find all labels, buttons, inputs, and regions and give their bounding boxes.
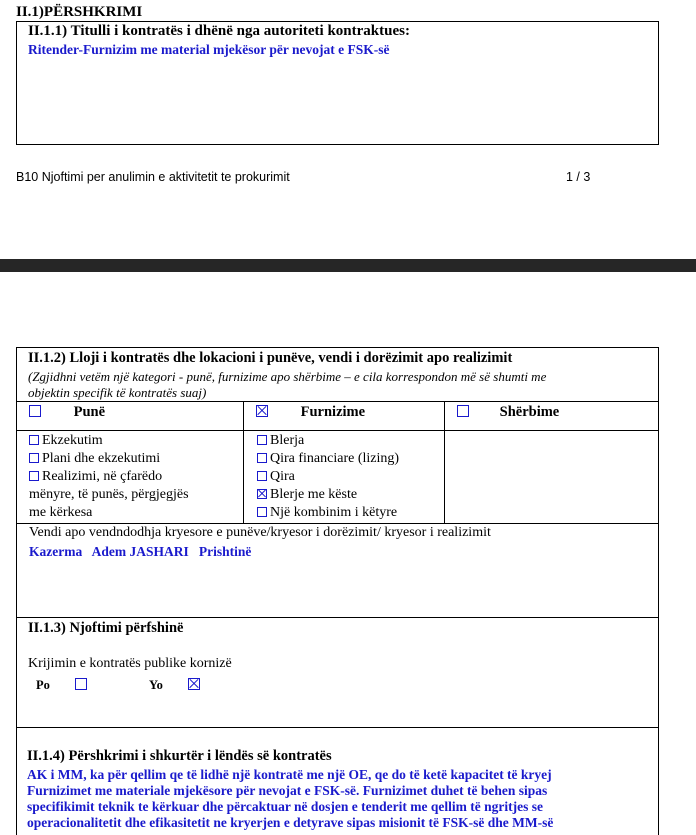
page-separator [0, 259, 696, 272]
category-services[interactable] [457, 404, 559, 421]
supplies-checkbox-icon[interactable] [256, 405, 268, 417]
location-label: Vendi apo vendndodhja kryesore e punëve/kryesor i dorëzimit/ kryesor i realizimit [29, 525, 491, 540]
option-label: Ekzekutim [42, 433, 103, 448]
option-label: Qira financiare (lizing) [270, 451, 400, 466]
contract-title-label: II.1.1) Titulli i kontratës i dhënë nga autoriteti kontraktues: [28, 23, 410, 39]
description-label: II.1.4) Përshkrimi i shkurtër i lëndës së kontratës [27, 748, 332, 764]
location-value: Kazerma Adem JASHARI Prishtinë [29, 544, 252, 559]
contract-type-note-2: objektin specifik të kontratës suaj) [28, 385, 207, 400]
checkbox-icon[interactable] [257, 507, 267, 517]
yes-checkbox-icon[interactable] [75, 678, 87, 690]
yes-label: Po [36, 678, 50, 692]
category-supplies-label: Furnizime [300, 404, 366, 420]
services-checkbox-icon[interactable] [457, 405, 469, 417]
no-label: Yo [149, 678, 163, 692]
framework-yes[interactable] [36, 678, 90, 693]
option-label: Qira [270, 469, 295, 484]
description-line: operacionalitetit dhe efikasitetit ne kryerjen e detyrave sipas misionit të FSK-së dhe MM-së [27, 815, 554, 830]
page-number: 1 / 3 [566, 170, 591, 184]
section-title: II.1)PËRSHKRIMI [16, 4, 143, 20]
category-works-label: Punë [73, 404, 106, 420]
checkbox-icon[interactable] [257, 435, 267, 445]
description-line: specifikimit teknik te kërkuar dhe përcaktuar në dosjen e tenderit me qellim të ngritjes se [27, 799, 543, 814]
no-checkbox-icon[interactable] [188, 678, 200, 690]
works-option-extra-1: mënyre, të punës, përgjegjës [29, 487, 189, 502]
works-option[interactable] [29, 468, 189, 486]
option-label: Realizimi, në çfarëdo [42, 469, 163, 484]
works-options [29, 432, 189, 522]
description-line: Furnizimet me materiale mjekësore për nevojat e FSK-së. Furnizimet duhet të behen sipas [27, 783, 548, 798]
supply-option[interactable] [257, 432, 399, 450]
option-label: Plani dhe ekzekutimi [42, 451, 161, 466]
supply-option[interactable] [257, 504, 399, 522]
checkbox-icon[interactable] [29, 453, 39, 463]
works-checkbox-icon[interactable] [29, 405, 41, 417]
contract-type-table [16, 347, 659, 747]
checkbox-icon[interactable] [29, 435, 39, 445]
supply-option[interactable] [257, 468, 399, 486]
contract-type-note-1: (Zgjidhni vetëm një kategori - punë, furnizime apo shërbime – e cila korrespondon më së shumti me [28, 369, 547, 384]
works-option-extra-2: me kërkesa [29, 505, 93, 520]
category-works[interactable] [29, 404, 105, 421]
checkbox-icon[interactable] [257, 489, 267, 499]
checkbox-icon[interactable] [257, 471, 267, 481]
supply-option[interactable] [257, 450, 399, 468]
description-line: AK i MM, ka për qellim qe të lidhë një kontratë me një OE, qe do të ketë kapacitet të kryej [27, 767, 552, 782]
supply-options [257, 432, 399, 522]
framework-no[interactable] [149, 678, 203, 693]
form-title: B10 Njoftimi per anulimin e aktivitetit te prokurimit [16, 170, 290, 184]
works-option[interactable] [29, 450, 189, 468]
works-option[interactable] [29, 432, 189, 450]
description-text [27, 767, 553, 831]
contract-title-value: Ritender-Furnizim me material mjekësor për nevojat e FSK-së [28, 42, 390, 57]
supply-option[interactable] [257, 486, 399, 504]
contract-type-label: II.1.2) Lloji i kontratës dhe lokacioni i punëve, vendi i dorëzimit apo realizimit [28, 350, 513, 366]
category-services-label: Shërbime [499, 404, 560, 420]
framework-question: Krijimin e kontratës publike kornizë [28, 656, 232, 671]
contract-title-box [16, 21, 659, 145]
framework-label: II.1.3) Njoftimi përfshinë [28, 620, 184, 636]
option-label: Blerje me këste [270, 487, 358, 502]
checkbox-icon[interactable] [29, 471, 39, 481]
option-label: Blerja [270, 433, 305, 448]
category-supplies[interactable] [256, 404, 365, 421]
checkbox-icon[interactable] [257, 453, 267, 463]
option-label: Një kombinim i këtyre [270, 505, 398, 520]
